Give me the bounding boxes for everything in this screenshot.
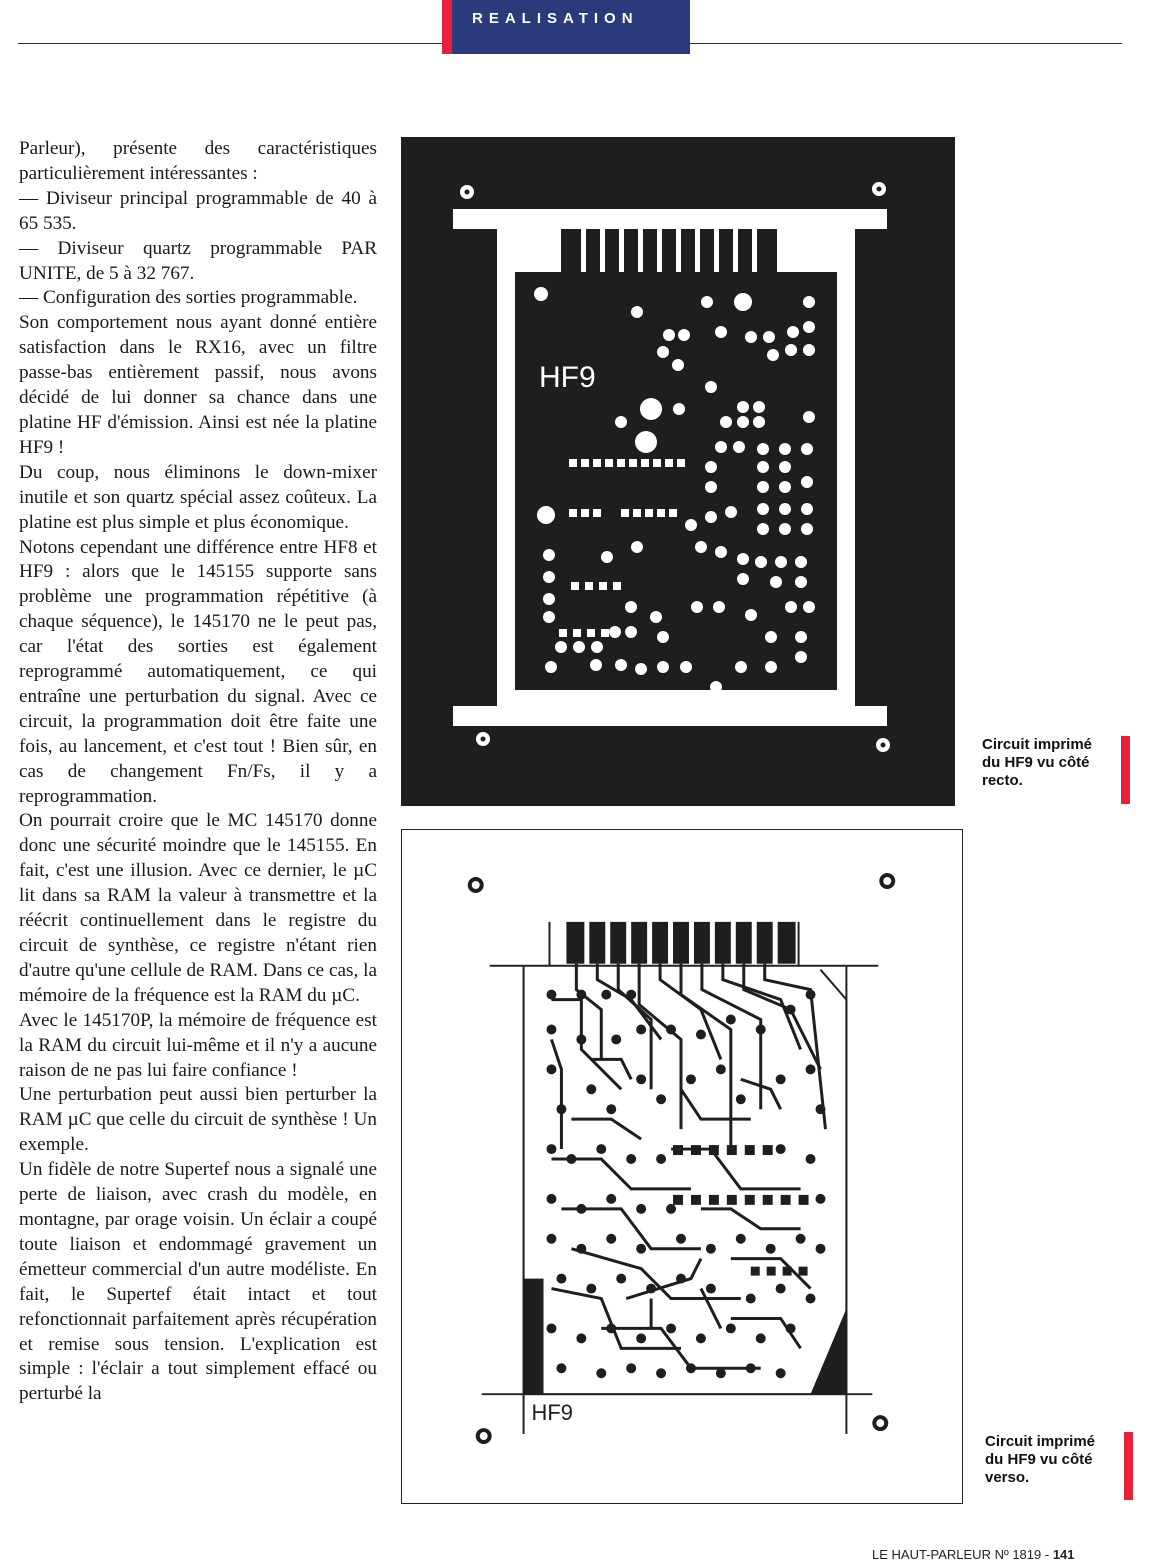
section-tab-accent [442, 0, 452, 54]
section-tab [442, 0, 690, 54]
pcb-recto-drawing [401, 137, 955, 806]
pcb-verso-drawing [402, 830, 962, 1503]
caption-accent-bar [1124, 1432, 1133, 1500]
recto-board-label: HF9 [539, 361, 596, 394]
paragraph: Avec le 145170P, la mémoire de fréquence est la RAM du circuit lui-même et il n'y a aucune raison de ne pas lui faire confiance ! [19, 1009, 377, 1081]
paragraph: Parleur), présente des caractéristiques particulièrement intéressantes : [19, 138, 377, 184]
page-footer [872, 1547, 1075, 1562]
paragraph: Une perturbation peut aussi bien perturber la RAM µC que celle du circuit de synthèse ! Un exemple. [19, 1084, 377, 1156]
caption-accent-bar [1121, 736, 1130, 804]
paragraph: — Diviseur quartz programmable PAR UNITE, de 5 à 32 767. [19, 237, 377, 284]
paragraph: On pourrait croire que le MC 145170 donne donc une sécurité moindre que le 145155. En fait, c'est une illusion. Avec ce dernier, le µC lit dans sa RAM la valeur à transmettre et la réécrit continuellement dans le registre du circuit de synthèse, ce registre n'étant rien d'autre qu'une cellule de RAM. Dans ce cas, la mémoire de la fréquence est la RAM du µC. [19, 810, 377, 1006]
paragraph: Son comportement nous ayant donné entière satisfaction dans le RX16, avec un filtre passe-bas entièrement passif, nous avons décidé de lui donner sa chance dans une platine HF d'émission. Ainsi est née la platine HF9 ! [19, 312, 377, 458]
page-number: 141 [1052, 1547, 1075, 1562]
recto-caption: Circuit imprimé du HF9 vu côté recto. [982, 736, 1093, 789]
pcb-verso-figure [401, 829, 963, 1504]
verso-caption: Circuit imprimé du HF9 vu côté verso. [985, 1433, 1096, 1486]
paragraph: — Diviseur principal programmable de 40 à 65 535. [19, 187, 377, 234]
paragraph: Notons cependant une différence entre HF8 et HF9 : alors que le 145155 supporte sans problème une programmation répétitive (à chaque séquence), le 145170 ne le peut pas, car l'état des sorties est également reprogrammé automatiquement, ce qui entraîne une perturbation du signal. Avec ce circuit, la programmation doit être faite une fois, au lancement, et c'est tout ! Bien sûr, en cas de changement Fn/Fs, il y a reprogrammation. [19, 536, 377, 807]
pcb-recto-figure [401, 137, 955, 806]
paragraph: Du coup, nous éliminons le down-mixer inutile et son quartz spécial assez coûteux. La platine est plus simple et plus économique. [19, 461, 377, 533]
paragraph: — Configuration des sorties programmable. [19, 287, 358, 309]
verso-board-label: HF9 [531, 1400, 573, 1426]
article-body [19, 137, 377, 1407]
section-label: REALISATION [472, 10, 639, 27]
publication-name: LE HAUT-PARLEUR Nº 1819 - [872, 1547, 1050, 1562]
paragraph: Un fidèle de notre Supertef nous a signalé une perte de liaison, avec crash du modèle, en montagne, par orage voisin. Un éclair a coupé toute liaison et endommagé gravement un émetteur commercial d'un autre modéliste. En fait, le Supertef était intact et tout refonctionnait parfaitement après récupération et remise sous tension. L'explication est simple : l'éclair a tout simplement effacé ou perturbé la [19, 1159, 377, 1405]
